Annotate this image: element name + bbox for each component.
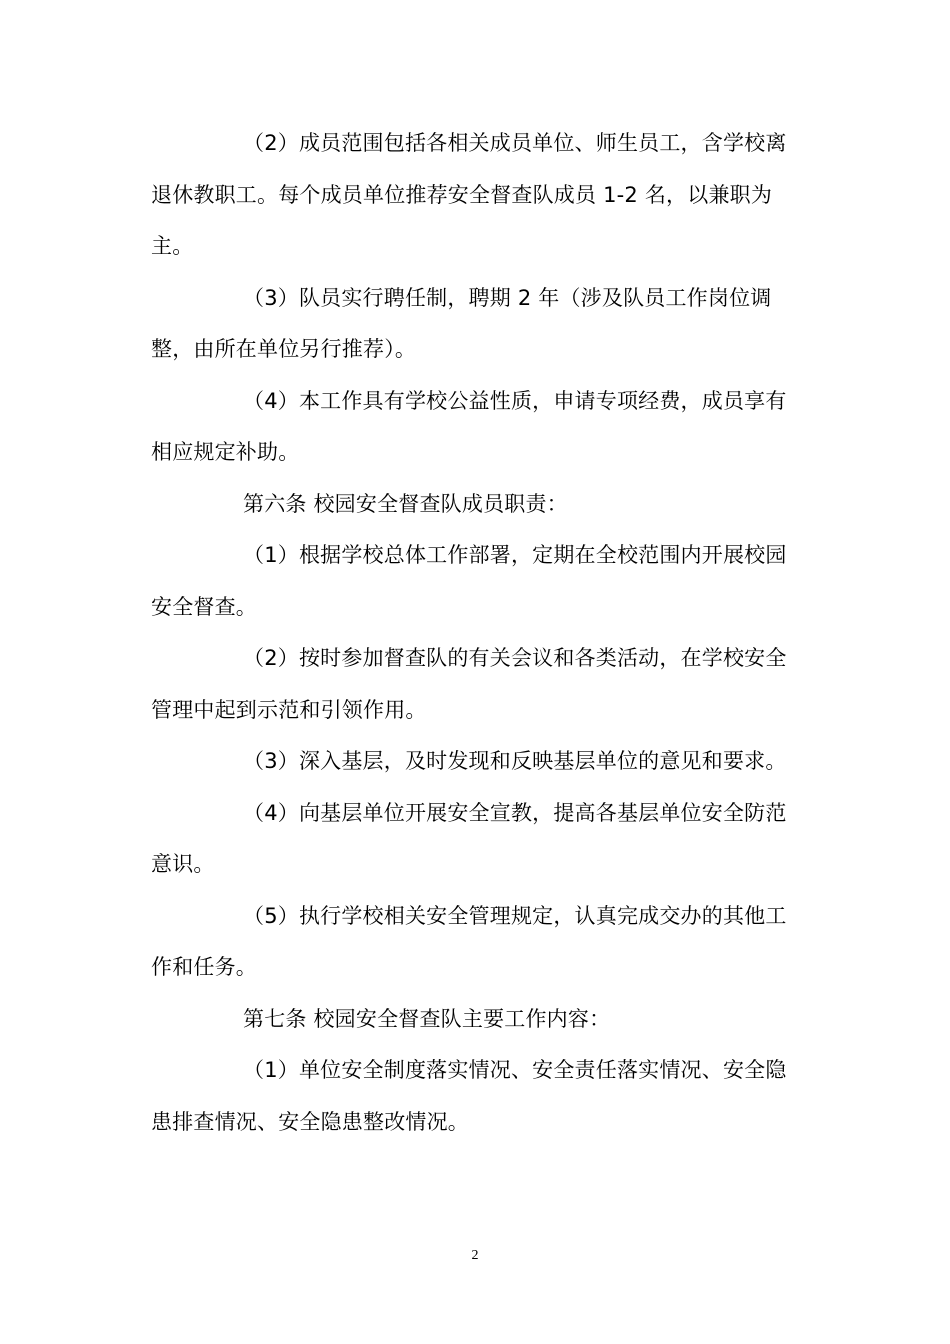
paragraph-duty-5: （5）执行学校相关安全管理规定，认真完成交办的其他工作和任务。	[151, 903, 787, 979]
paragraph-duty-1: （1）根据学校总体工作部署，定期在全校范围内开展校园安全督查。	[151, 543, 787, 619]
paragraph-appointment-term: （3）队员实行聘任制，聘期 2 年（涉及队员工作岗位调整，由所在单位另行推荐）。	[151, 285, 772, 361]
paragraph-duty-4: （4）向基层单位开展安全宣教，提高各基层单位安全防范意识。	[151, 800, 787, 876]
paragraph-member-scope: （2）成员范围包括各相关成员单位、师生员工，含学校离退休教职工。每个成员单位推荐安全督查队成员 1-2 名，以兼职为主。	[151, 131, 787, 258]
paragraph-work-1: （1）单位安全制度落实情况、安全责任落实情况、安全隐患排查情况、安全隐患整改情况。	[151, 1058, 787, 1134]
paragraph-duty-2: （2）按时参加督查队的有关会议和各类活动，在学校安全管理中起到示范和引领作用。	[151, 646, 787, 722]
document-body	[151, 118, 791, 1148]
page-number: 2	[471, 1248, 479, 1263]
paragraph-duty-3: （3）深入基层，及时发现和反映基层单位的意见和要求。	[243, 749, 787, 773]
article-seven-heading: 第七条 校园安全督查队主要工作内容：	[243, 1006, 611, 1031]
article-six-heading: 第六条 校园安全督查队成员职责：	[243, 491, 568, 516]
paragraph-funding: （4）本工作具有学校公益性质，申请专项经费，成员享有相应规定补助。	[151, 388, 787, 464]
